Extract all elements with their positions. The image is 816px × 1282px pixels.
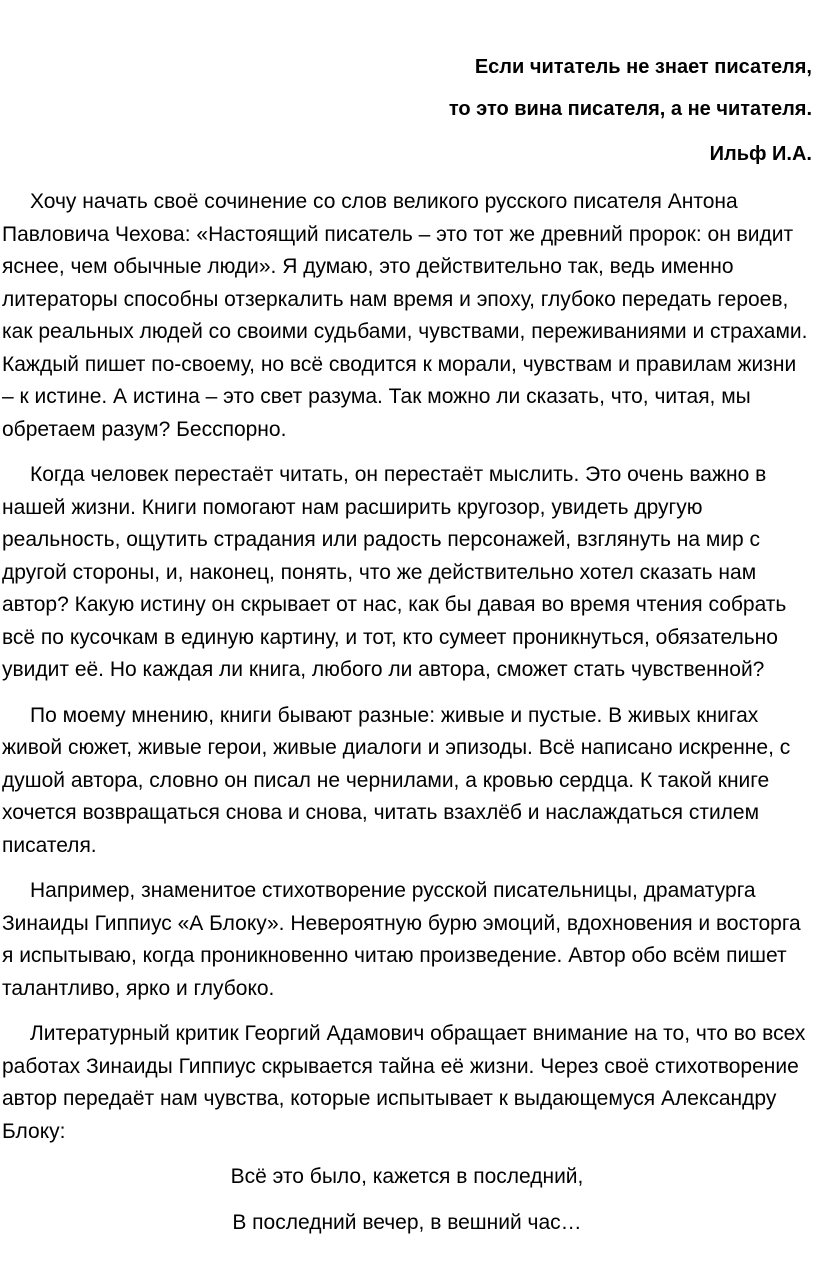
paragraph-2: Когда человек перестаёт читать, он перестаёт мыслить. Это очень важно в нашей жизни. Книги помогают нам расширить кругозор, увидеть другую реальность, ощутить страдания или радость персонажей, взглянуть на мир с другой стороны, и, наконец, понять, что же действительно хотел сказать нам автор? Какую истину он скрывает от нас, как бы давая во время чтения собрать всё по кусочкам в единую картину, и тот, кто сумеет проникнуться, обязательно увидит её. Но каждая ли книга, любого ли автора, сможет стать чувственной?	[2, 463, 787, 681]
epigraph-author: Ильф И.А.	[709, 143, 812, 165]
paragraph-4: Например, знаменитое стихотворение русской писательницы, драматурга Зинаиды Гиппиус «А Блоку». Невероятную бурю эмоций, вдохновения и восторга я испытываю, когда проникновенно читаю произведение. Автор обо всём пишет талантливо, ярко и глубоко.	[2, 879, 801, 1000]
epigraph-line-1: Если читатель не знает писателя,	[474, 56, 812, 78]
essay-body	[2, 186, 812, 1252]
paragraph-5: Литературный критик Георгий Адамович обращает внимание на то, что во всех работах Зинаиды Гиппиус скрывается тайна её жизни. Через своё стихотворение автор передаёт нам чувства, которые испытывает к выдающемуся Александру Блоку:	[2, 1022, 806, 1143]
verse-line-2: В последний вечер, в вешний час…	[232, 1210, 582, 1234]
epigraph-line-2: то это вина писателя, а не читателя.	[448, 98, 812, 120]
paragraph-1: Хочу начать своё сочинение со слов великого русского писателя Антона Павловича Чехова: «Настоящий писатель – это тот же древний пророк: он видит яснее, чем обычные люди». Я думаю, это действительно так, ведь именно литераторы способны отзеркалить нам время и эпоху, глубоко передать героев, как реальных людей со своими судьбами, чувствами, переживаниями и страхами. Каждый пишет по-своему, но всё сводится к морали, чувствам и правилам жизни – к истине. А истина – это свет разума. Так можно ли сказать, что, читая, мы обретаем разум? Бесспорно.	[2, 190, 808, 441]
paragraph-3: По моему мнению, книги бывают разные: живые и пустые. В живых книгах живой сюжет, живые герои, живые диалоги и эпизоды. Всё написано искренне, с душой автора, словно он писал не чернилами, а кровью сердца. К такой книге хочется возвращаться снова и снова, читать взахлёб и наслаждаться стилем писателя.	[2, 703, 791, 857]
verse-line-1: Всё это было, кажется в последний,	[230, 1165, 584, 1188]
